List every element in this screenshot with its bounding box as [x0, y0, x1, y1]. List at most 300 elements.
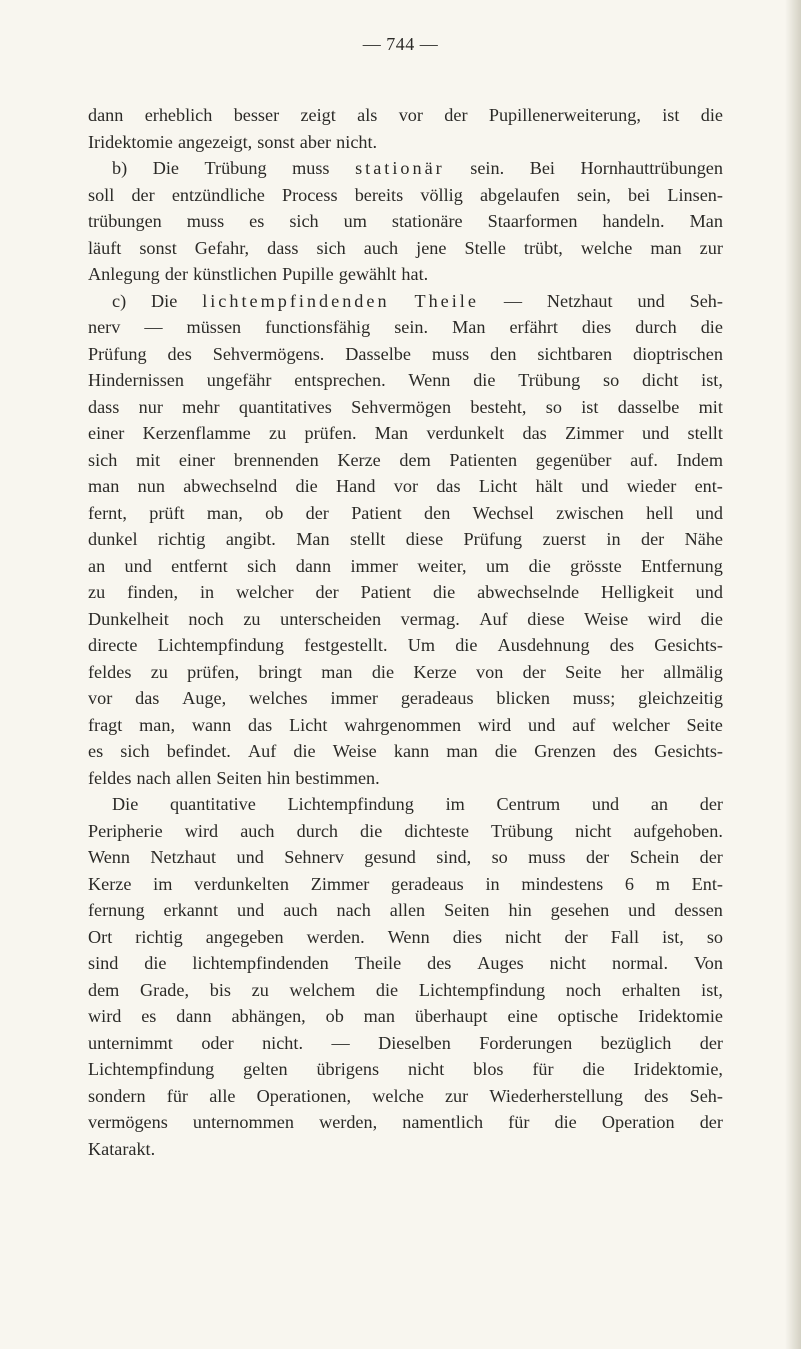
word: richtig [135, 926, 183, 947]
word: richtig [157, 529, 206, 549]
word: im [445, 794, 465, 814]
word: und [695, 502, 723, 523]
word: auch [283, 900, 318, 920]
word: wird [477, 714, 512, 735]
word: in [606, 529, 621, 549]
word: sich [120, 741, 150, 761]
word: welche [372, 1085, 424, 1106]
word: nicht [549, 953, 587, 973]
word: Pupillenerweiterung, [488, 105, 641, 125]
word: gleichzeitig [638, 688, 723, 708]
text-line [88, 235, 723, 262]
word: nun [137, 476, 165, 496]
word: des [612, 741, 638, 761]
word: unternimmt [88, 1032, 173, 1053]
word: her [620, 661, 644, 682]
word: Man [374, 423, 409, 443]
word: dann [295, 555, 332, 576]
word: es [141, 1006, 157, 1026]
word: der [699, 1032, 723, 1053]
word: functionsfähig [265, 317, 371, 337]
word: hell [646, 502, 674, 523]
word: die [528, 555, 551, 576]
text-line [88, 341, 723, 368]
word: Weise [584, 608, 629, 629]
word: vor [398, 105, 423, 125]
word: Operationen, [256, 1085, 352, 1106]
text-line [88, 712, 723, 739]
word: um [485, 555, 510, 576]
word: normal. [611, 953, 669, 973]
word: Peripherie [88, 820, 163, 841]
word: vor [88, 688, 113, 708]
word: abhängen, [231, 1006, 306, 1026]
word: das [436, 476, 461, 496]
word: Kerze [88, 873, 132, 894]
word: vermögens [88, 1112, 168, 1132]
word: Fall [610, 926, 640, 947]
word: geradeaus [391, 873, 464, 894]
word: entfernt [171, 555, 228, 576]
word: weiter, [417, 555, 467, 576]
word: nur [138, 396, 163, 417]
word: dies [581, 317, 612, 337]
word: auch [240, 820, 275, 841]
word: hält [535, 476, 563, 496]
word: lichtempfindenden [192, 953, 329, 973]
text-line [88, 129, 723, 156]
word: angibt. [225, 529, 276, 549]
word: gegenüber [535, 449, 612, 470]
word: noch [565, 979, 602, 1000]
word: Netzhaut [150, 847, 217, 867]
word: allmälig [663, 661, 723, 682]
word: Zimmer [310, 873, 370, 894]
word: Hand [336, 476, 376, 496]
word: und [236, 847, 264, 867]
word: gesehen [550, 900, 610, 920]
word: die [700, 317, 723, 337]
word: sich [289, 211, 319, 231]
word: fernung [88, 900, 145, 920]
word: Indem [676, 449, 723, 470]
word: dann [88, 105, 124, 125]
word: Gesichts- [654, 741, 723, 761]
word: wird [647, 608, 682, 629]
word: hin [508, 900, 532, 920]
word: erfährt [509, 317, 558, 337]
word: handeln. [602, 211, 665, 231]
word: gesund [364, 847, 416, 867]
word: Iridektomie [638, 1006, 723, 1026]
word: der [699, 794, 723, 814]
word: nicht [505, 926, 542, 947]
word: gewählt [338, 264, 397, 284]
text-line [88, 924, 723, 951]
word: Ort [88, 926, 113, 947]
word: directe [88, 635, 138, 655]
word: der [699, 847, 723, 867]
page-edge-shadow [785, 0, 801, 1349]
word: — [144, 317, 163, 337]
word: angegeben [205, 926, 284, 947]
word: und [591, 794, 620, 814]
word: das [522, 423, 547, 443]
word: sein, [576, 184, 611, 205]
word: muss [186, 211, 225, 231]
word: unternommen [192, 1112, 294, 1132]
word: besteht, [470, 396, 527, 417]
word: der [522, 661, 546, 682]
word: zwischen [556, 502, 624, 523]
word: wann [191, 714, 232, 735]
word: verdunkelten [194, 873, 290, 894]
word: Man [296, 529, 330, 549]
word: Lichtempfindung [287, 794, 414, 814]
body-text [88, 102, 723, 1162]
word: Gesichts- [654, 635, 723, 655]
word: abwechselnde [477, 582, 580, 602]
word: des [167, 343, 192, 364]
text-line [88, 261, 723, 288]
word: prüfen, [187, 661, 240, 682]
word: unterscheiden [280, 608, 382, 629]
word: noch [188, 608, 224, 629]
text-line [88, 1003, 723, 1030]
word: Helligkeit [601, 582, 674, 602]
word: und [528, 714, 556, 735]
word: trübt, [523, 237, 563, 258]
word: Grade, [140, 979, 190, 1000]
word: zeigt [300, 105, 336, 125]
word: welchem [289, 979, 356, 1000]
word: vermag. [400, 608, 460, 629]
text-line [88, 897, 723, 924]
word: besser [233, 105, 280, 125]
word: Staarformen [487, 211, 578, 231]
word: grösste [570, 555, 622, 576]
word: und [581, 476, 609, 496]
word: Operation [601, 1112, 675, 1132]
word: bringt [258, 661, 302, 682]
word: übrigens [316, 1059, 380, 1079]
word: Licht [478, 476, 518, 496]
word: Schein [629, 847, 680, 867]
word: zu [88, 582, 106, 602]
word: ist [662, 105, 680, 125]
word: Sehnerv [284, 847, 344, 867]
text-line [88, 606, 723, 633]
word: auf. [630, 449, 658, 470]
text-line [88, 659, 723, 686]
word: Centrum [496, 794, 561, 814]
word: welches [249, 688, 308, 708]
word: wird [88, 1006, 122, 1026]
word: werden, [319, 1112, 378, 1132]
word: quantitative [169, 794, 256, 814]
text-line [88, 871, 723, 898]
text-line [88, 579, 723, 606]
word: Trübung [518, 370, 581, 390]
word: Seh- [689, 1085, 723, 1106]
word: Seiten [444, 900, 490, 920]
word: man [446, 741, 478, 761]
word: überhaupt [414, 1006, 488, 1026]
word: dunkel [88, 529, 138, 549]
word: für [166, 1085, 188, 1106]
word: hin [266, 767, 291, 788]
word: sein. [470, 158, 505, 178]
word: Seite [565, 661, 602, 682]
word: es [88, 741, 104, 761]
word: ungefähr [206, 370, 272, 390]
word: der [164, 264, 189, 284]
word: Die [151, 290, 178, 311]
word: angezeigt, [177, 131, 253, 152]
word: nach [336, 900, 371, 920]
word: aufgehoben. [633, 820, 723, 841]
word: sichtbaren [537, 343, 613, 364]
word: Gefahr, [194, 237, 250, 258]
word: und [641, 423, 670, 443]
word: welcher [612, 714, 670, 735]
word: diese [527, 608, 565, 629]
word: Anlegung [88, 264, 160, 284]
word: die [554, 1112, 577, 1132]
word: Von [693, 953, 723, 973]
word: sonst [257, 131, 295, 152]
word: Patient [360, 582, 412, 602]
word: fragt [88, 714, 123, 735]
word: dann [176, 1006, 212, 1026]
word: Man [452, 317, 486, 337]
word: bis [209, 979, 231, 1000]
word: stellt [349, 529, 386, 549]
text-line [88, 818, 723, 845]
word: die [582, 1059, 605, 1079]
word: Auges [477, 953, 524, 973]
word: die [375, 979, 399, 1000]
word: ist, [662, 926, 684, 947]
word: Wechsel [472, 502, 534, 523]
text-line [88, 394, 723, 421]
word: nicht [407, 1059, 445, 1079]
word: durch [296, 820, 338, 841]
text-line [88, 765, 723, 792]
text-line [88, 791, 723, 818]
word: Katarakt. [88, 1138, 156, 1159]
word: des [427, 953, 452, 973]
word: der [305, 502, 329, 523]
word: Ausdehnung [497, 635, 590, 655]
word: so [545, 396, 562, 417]
word: Iridektomie, [633, 1059, 723, 1079]
word: finden, [127, 582, 179, 602]
word: — [503, 290, 522, 311]
word: stationäre [391, 211, 463, 231]
word: Grenzen [534, 741, 596, 761]
word: auf [572, 714, 596, 735]
word: die [433, 582, 456, 602]
word: es [249, 211, 265, 231]
word: Linsen- [667, 184, 723, 205]
word: Ent- [691, 873, 723, 894]
word: ist, [701, 979, 723, 1000]
word: Wenn [408, 370, 451, 390]
word: man, [206, 502, 243, 523]
word: sein. [394, 317, 429, 337]
word: erheblich [144, 105, 213, 125]
word: entsprechen. [294, 370, 386, 390]
word: Dieselben [378, 1032, 451, 1053]
text-line [88, 1056, 723, 1083]
word: dem [88, 979, 120, 1000]
word: einer [178, 449, 216, 470]
word: Bei [529, 158, 555, 178]
word: dioptrischen [633, 343, 723, 364]
word: sind, [436, 847, 472, 867]
text-line [88, 1109, 723, 1136]
text-line [88, 500, 723, 527]
word: feldes [88, 661, 132, 682]
word: dass [267, 237, 299, 258]
text-line [88, 1083, 723, 1110]
word: welcher [236, 582, 294, 602]
word: Wenn [88, 847, 130, 867]
word: dies [452, 926, 483, 947]
word: Weise [332, 741, 377, 761]
word: Seite [686, 714, 723, 735]
word: Auf [247, 741, 277, 761]
word: zuerst [542, 529, 586, 549]
word: der [564, 926, 588, 947]
word: stationär [355, 158, 445, 178]
word: wird [184, 820, 219, 841]
word: hat. [401, 264, 429, 284]
word: Sehvermögen [351, 396, 452, 417]
word: welche [580, 237, 633, 258]
word: immer [330, 688, 378, 708]
word: dass [88, 396, 120, 417]
word: werden. [306, 926, 365, 947]
word: Trübung [204, 158, 267, 178]
word: soll [88, 184, 115, 205]
word: ist [581, 396, 599, 417]
word: dem [399, 449, 431, 470]
word: man [88, 476, 120, 496]
word: die [455, 635, 478, 655]
page-number: — 744 — [362, 34, 439, 54]
word: bei [627, 184, 651, 205]
word: zu [243, 608, 261, 629]
word: Kerzenflamme [142, 423, 251, 443]
word: mit [135, 449, 161, 470]
word: Auge, [182, 688, 227, 708]
word: völlig [420, 184, 463, 205]
word: Patient [351, 502, 402, 523]
word: zu [150, 661, 168, 682]
word: Seiten [216, 767, 262, 788]
word: sich [247, 555, 277, 576]
word: man [363, 1006, 395, 1026]
word: muss [431, 343, 470, 364]
word: durch [635, 317, 677, 337]
text-line [88, 155, 723, 182]
word: sondern [88, 1085, 146, 1106]
word: so [603, 370, 620, 390]
word: Man [689, 211, 723, 231]
word: Seh- [689, 290, 723, 311]
word: oder [201, 1032, 234, 1053]
word: kann [393, 741, 430, 761]
word: die [360, 820, 383, 841]
word: zur [444, 1085, 469, 1106]
word: muss [528, 847, 566, 867]
word: und [637, 290, 665, 311]
word: 6 [624, 873, 635, 894]
word: geradeaus [400, 688, 474, 708]
word: vor [393, 476, 418, 496]
word: Auf [479, 608, 508, 629]
word: läuft [88, 237, 122, 258]
word: Um [407, 635, 435, 655]
word: und [628, 900, 656, 920]
word: in [199, 582, 215, 602]
word: mindestens [521, 873, 604, 894]
word: Stelle [464, 237, 506, 258]
word: diese [405, 529, 444, 549]
word: feldes [88, 767, 132, 788]
word: wieder [626, 476, 677, 496]
text-line [88, 102, 723, 129]
word: erkannt [163, 900, 219, 920]
word: Sehvermögens. [212, 343, 325, 364]
text-line [88, 208, 723, 235]
word: Wenn [387, 926, 430, 947]
word: Entfernung [641, 555, 723, 576]
text-line [88, 420, 723, 447]
text-line [88, 844, 723, 871]
word: namentlich [402, 1112, 484, 1132]
word: nerv [88, 317, 121, 337]
word: immer [350, 555, 398, 576]
text-line [88, 526, 723, 553]
word: nicht. [262, 1032, 303, 1053]
text-line [88, 632, 723, 659]
word: der [315, 582, 339, 602]
word: die [144, 953, 167, 973]
word: sich [88, 449, 118, 470]
word: im [153, 873, 173, 894]
word: ob [325, 1006, 344, 1026]
word: der [131, 184, 155, 205]
word: Hindernissen [88, 370, 184, 390]
word: zur [699, 237, 723, 258]
text-line [88, 288, 723, 315]
text-line [88, 182, 723, 209]
word: und [124, 555, 152, 576]
text-line [88, 447, 723, 474]
word: ist, [701, 370, 723, 390]
word: die [371, 661, 395, 682]
word: Forderungen [479, 1032, 573, 1053]
word: mehr [182, 396, 220, 417]
word: Iridektomie [88, 131, 173, 152]
word: bestimmen. [295, 767, 380, 788]
word: künstlichen [193, 264, 278, 284]
word: in [485, 873, 500, 894]
word: Prüfung [463, 529, 523, 549]
